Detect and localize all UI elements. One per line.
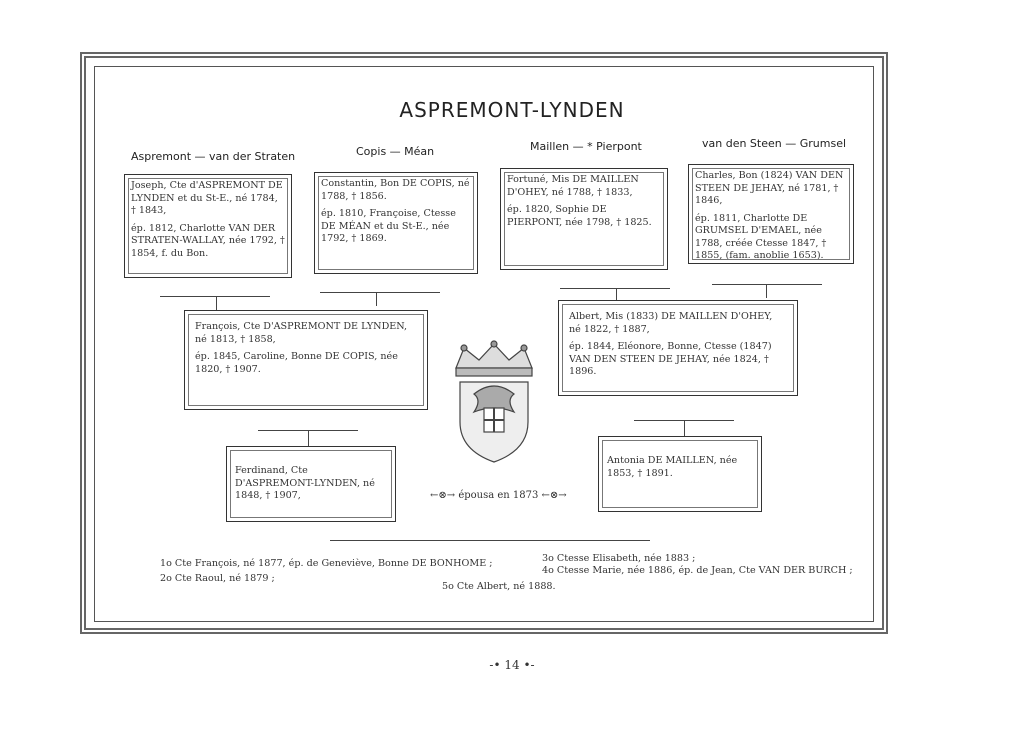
- person-birth-text: Fortuné, Mis DE MAILLEN D'OHEY, né 1788, † 1833,: [507, 174, 639, 198]
- person-marriage-text: ép. 1812, Charlotte VAN DER STRATEN-WALLAY, née 1792, † 1854, f. du Bon.: [131, 222, 285, 259]
- person-birth-text: Constantin, Bon DE COPIS, né 1788, † 1856.: [321, 178, 470, 202]
- connector-line: [766, 284, 767, 298]
- connector-line: [216, 296, 217, 310]
- person-birth-text: Charles, Bon (1824) VAN DEN STEEN DE JEHAY, né 1781, † 1846,: [695, 170, 844, 206]
- person-marriage-text: ép. 1844, Eléonore, Bonne, Ctesse (1847) VAN DEN STEEN DE JEHAY, née 1824, † 1896.: [569, 341, 772, 377]
- branch-label-copis: Copis — Méan: [356, 145, 435, 158]
- marriage-note: ←⊗→ épousa en 1873 ←⊗→: [430, 490, 567, 501]
- person-marriage-text: ép. 1811, Charlotte DE GRUMSEL D'EMAEL, née 1788, créée Ctesse 1847, † 1855, (fam. anoblie 1653).: [695, 212, 827, 261]
- child-entry-5: 5o Cte Albert, né 1888.: [442, 581, 556, 592]
- person-birth-text: Albert, Mis (1833) DE MAILLEN D'OHEY, né 1822, † 1887,: [569, 311, 773, 335]
- coat-of-arms-icon: [444, 338, 544, 468]
- connector-line: [616, 288, 617, 300]
- person-birth-text: Joseph, Cte d'ASPREMONT DE LYNDEN et du St-E., né 1784, † 1843,: [131, 180, 283, 216]
- person-birth-text: Antonia DE MAILLEN, née 1853, † 1891.: [607, 455, 738, 479]
- connector-line: [160, 296, 270, 297]
- person-marriage-text: ép. 1845, Caroline, Bonne DE COPIS, née 1820, † 1907.: [195, 351, 398, 375]
- divider-line: [330, 540, 650, 541]
- branch-label-steen: van den Steen — Grumsel: [702, 137, 847, 150]
- person-box-ferdinand: [226, 446, 396, 522]
- child-entry-3: 3o Ctesse Elisabeth, née 1883 ;: [542, 553, 696, 564]
- connector-line: [712, 284, 822, 285]
- page-number: -• 14 •-: [489, 658, 535, 672]
- branch-label-maillen: Maillen — * Pierpont: [530, 140, 642, 153]
- page-title: ASPREMONT-LYNDEN: [399, 98, 625, 122]
- child-entry-2: 2o Cte Raoul, né 1879 ;: [160, 573, 275, 584]
- person-birth-text: François, Cte D'ASPREMONT DE LYNDEN, né 1813, † 1858,: [195, 321, 408, 345]
- person-box-albert: [558, 300, 798, 396]
- person-marriage-text: ép. 1810, Françoise, Ctesse DE MÉAN et du St-E., née 1792, † 1869.: [321, 208, 456, 244]
- connector-line: [684, 420, 685, 436]
- person-box-joseph: [124, 174, 292, 278]
- child-entry-4: 4o Ctesse Marie, née 1886, ép. de Jean, Cte VAN DER BURCH ;: [542, 565, 853, 576]
- connector-line: [308, 430, 309, 446]
- person-box-charles: [688, 164, 854, 264]
- person-birth-text: Ferdinand, Cte D'ASPREMONT-LYNDEN, né 1848, † 1907,: [235, 465, 375, 501]
- connector-line: [320, 292, 440, 293]
- person-marriage-text: ép. 1820, Sophie DE PIERPONT, née 1798, † 1825.: [507, 204, 652, 228]
- person-box-constantin: [314, 172, 478, 274]
- person-box-antonia: [598, 436, 762, 512]
- person-box-fortune: [500, 168, 668, 270]
- child-entry-1: 1o Cte François, né 1877, ép. de Geneviève, Bonne DE BONHOME ;: [160, 558, 493, 569]
- person-box-francois: [184, 310, 428, 410]
- branch-label-aspremont: Aspremont — van der Straten: [131, 150, 296, 163]
- connector-line: [560, 288, 670, 289]
- connector-line: [376, 292, 377, 306]
